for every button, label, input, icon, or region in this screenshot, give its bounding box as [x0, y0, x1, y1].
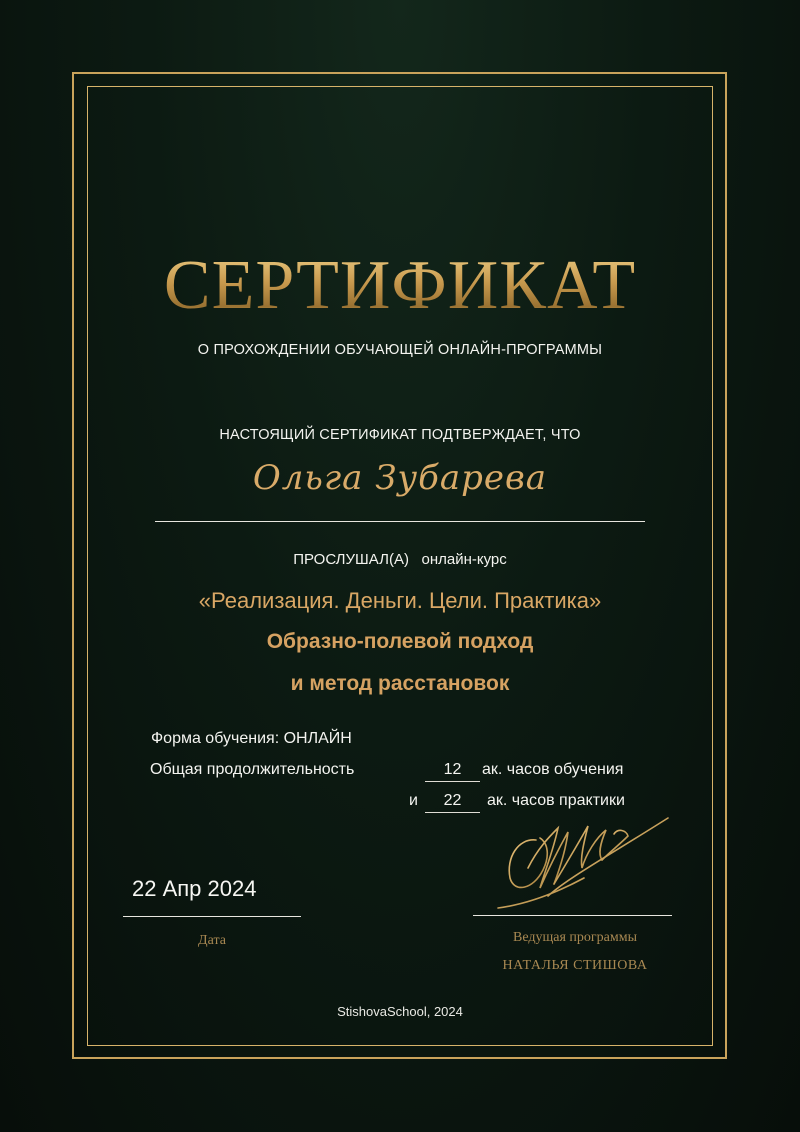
form-label: Форма обучения: [151, 730, 280, 747]
confirmation-text: НАСТОЯЩИЙ СЕРТИФИКАТ ПОДТВЕРЖДАЕТ, ЧТО [219, 427, 581, 443]
host-name: НАТАЛЬЯ СТИШОВА [502, 958, 648, 973]
recipient-name: Ольга Зубарева [252, 458, 548, 498]
certificate-title: СЕРТИФИКАТ [0, 246, 800, 326]
course-title-line2: Образно-полевой подход [266, 630, 534, 653]
course-title-line1: «Реализация. Деньги. Цели. Практика» [198, 588, 602, 613]
host-label: Ведущая программы [513, 930, 637, 945]
certificate-subtitle: О ПРОХОЖДЕНИИ ОБУЧАЮЩЕЙ ОНЛАЙН-ПРОГРАММЫ [197, 342, 603, 358]
and-label: и [409, 792, 418, 809]
listened-label: ПРОСЛУШАЛ(А) [293, 551, 409, 568]
course-title-line3: и метод расстановок [290, 672, 510, 695]
date-label: Дата [198, 933, 226, 948]
duration-label: Общая продолжительность [150, 761, 355, 778]
date-underline [123, 916, 301, 917]
practice-hours-unit: ак. часов практики [487, 792, 625, 809]
form-value: ОНЛАЙН [283, 730, 352, 747]
name-underline [155, 521, 645, 522]
practice-hours-value: 22 [425, 792, 480, 813]
study-hours-unit: ак. часов обучения [482, 761, 624, 778]
date-value: 22 Апр 2024 [132, 876, 257, 901]
course-type: онлайн-курс [421, 551, 507, 568]
signature-image [488, 808, 678, 918]
study-hours-value: 12 [425, 761, 480, 782]
form-row [151, 730, 352, 748]
footer-text: StishovaSchool, 2024 [337, 1004, 463, 1019]
signature-underline [473, 915, 672, 916]
listened-line [0, 551, 800, 568]
